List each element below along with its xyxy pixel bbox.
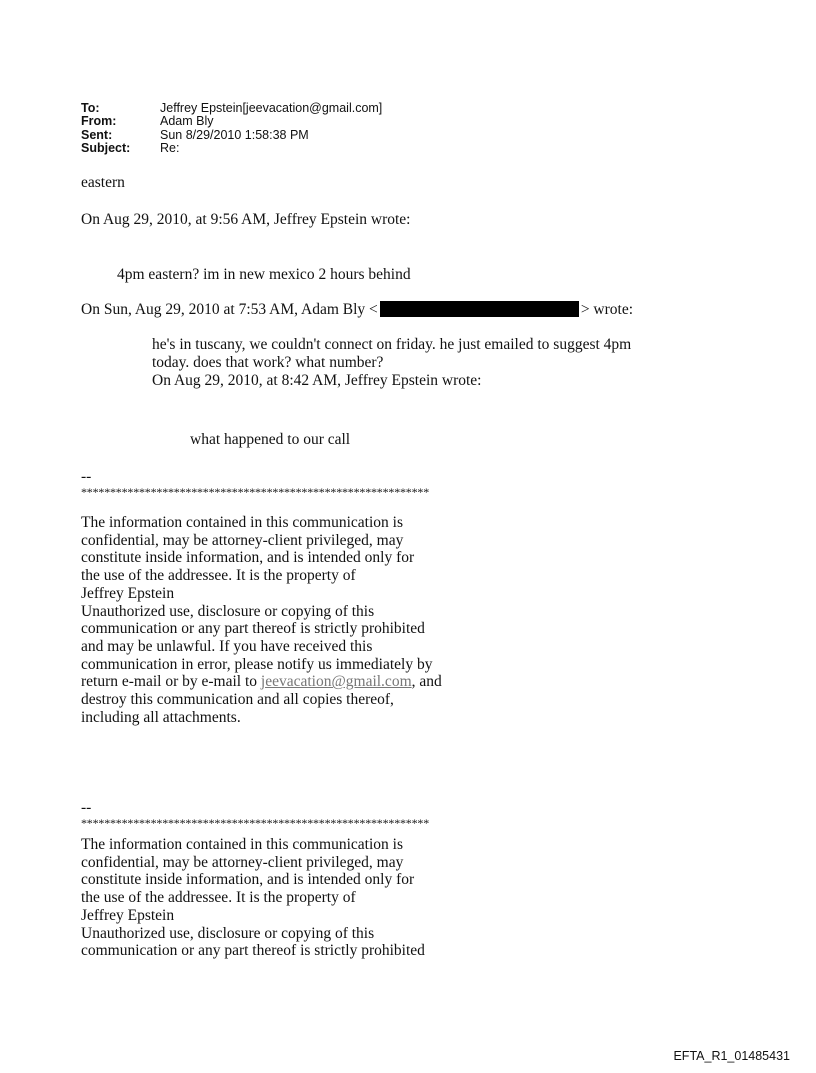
- disclaimer-line: Unauthorized use, disclosure or copying of this: [81, 602, 375, 620]
- to-value: Jeffrey Epstein[jeevacation@gmail.com]: [160, 101, 383, 115]
- quote2-intro-after: > wrote:: [580, 301, 634, 318]
- return-after: , and: [411, 673, 442, 691]
- quote2-line: today. does that work? what number?: [152, 354, 384, 371]
- to-label: To:: [81, 101, 100, 115]
- from-label: From:: [81, 114, 117, 129]
- subject-label: Subject:: [81, 141, 131, 156]
- disclaimer-line: The information contained in this communication is: [81, 836, 403, 853]
- disclaimer-line: including all attachments.: [81, 708, 241, 726]
- quote2-intro: [81, 301, 633, 319]
- reply-text: eastern: [81, 174, 125, 191]
- disclaimer-line: constitute inside information, and is intended only for: [81, 549, 415, 567]
- subject-row: [81, 142, 382, 155]
- disclaimer-line: [81, 673, 442, 691]
- from-row: [81, 115, 382, 128]
- email-link[interactable]: jeevacation@gmail.com: [260, 673, 412, 691]
- disclaimer-line: communication or any part thereof is strictly prohibited: [81, 942, 425, 960]
- quote1-intro: On Aug 29, 2010, at 9:56 AM, Jeffrey Epstein wrote:: [81, 211, 411, 228]
- disclaimer-line: and may be unlawful. If you have received this: [81, 637, 373, 655]
- return-text: return e-mail or by e-mail to: [81, 673, 261, 691]
- sent-row: [81, 129, 382, 142]
- email-header: [81, 102, 382, 156]
- disclaimer-line: the use of the addressee. It is the property of: [81, 889, 356, 907]
- disclaimer-line: communication in error, please notify us immediately by: [81, 655, 433, 673]
- disclaimer-line: confidential, may be attorney-client privileged, may: [81, 853, 404, 871]
- quote2-line: he's in tuscany, we couldn't connect on friday. he just emailed to suggest 4pm: [152, 336, 632, 353]
- disclaimer-line: Unauthorized use, disclosure or copying of this: [81, 924, 375, 942]
- sent-label: Sent:: [81, 127, 113, 142]
- disclaimer-line: the use of the addressee. It is the property of: [81, 567, 356, 585]
- disclaimer-block: [81, 836, 425, 960]
- disclaimer-line: Jeffrey Epstein: [81, 584, 175, 602]
- quote2-line: On Aug 29, 2010, at 8:42 AM, Jeffrey Epstein wrote:: [152, 372, 482, 389]
- signature-stars: ************************************************************: [81, 816, 430, 830]
- disclaimer-line: communication or any part thereof is strictly prohibited: [81, 620, 425, 638]
- disclaimer-line: The information contained in this communication is: [81, 514, 403, 531]
- quote3-text: what happened to our call: [190, 431, 351, 448]
- document-id: EFTA_R1_01485431: [673, 1049, 790, 1063]
- to-row: [81, 102, 382, 115]
- disclaimer-block: [81, 514, 442, 726]
- quote1-text: 4pm eastern? im in new mexico 2 hours behind: [117, 266, 411, 283]
- signature-dashes: --: [81, 799, 92, 816]
- signature-stars: ************************************************************: [81, 485, 430, 499]
- from-value: Adam Bly: [160, 114, 214, 129]
- disclaimer-line: constitute inside information, and is intended only for: [81, 871, 415, 889]
- sent-value: Sun 8/29/2010 1:58:38 PM: [160, 127, 309, 142]
- redaction-box: [380, 301, 579, 317]
- quote2-intro-before: On Sun, Aug 29, 2010 at 7:53 AM, Adam Bly <: [81, 301, 378, 318]
- disclaimer-line: destroy this communication and all copies thereof,: [81, 691, 394, 709]
- disclaimer-line: Jeffrey Epstein: [81, 906, 175, 924]
- subject-value: Re:: [160, 141, 180, 156]
- signature-dashes: --: [81, 468, 92, 485]
- disclaimer-line: confidential, may be attorney-client privileged, may: [81, 531, 404, 549]
